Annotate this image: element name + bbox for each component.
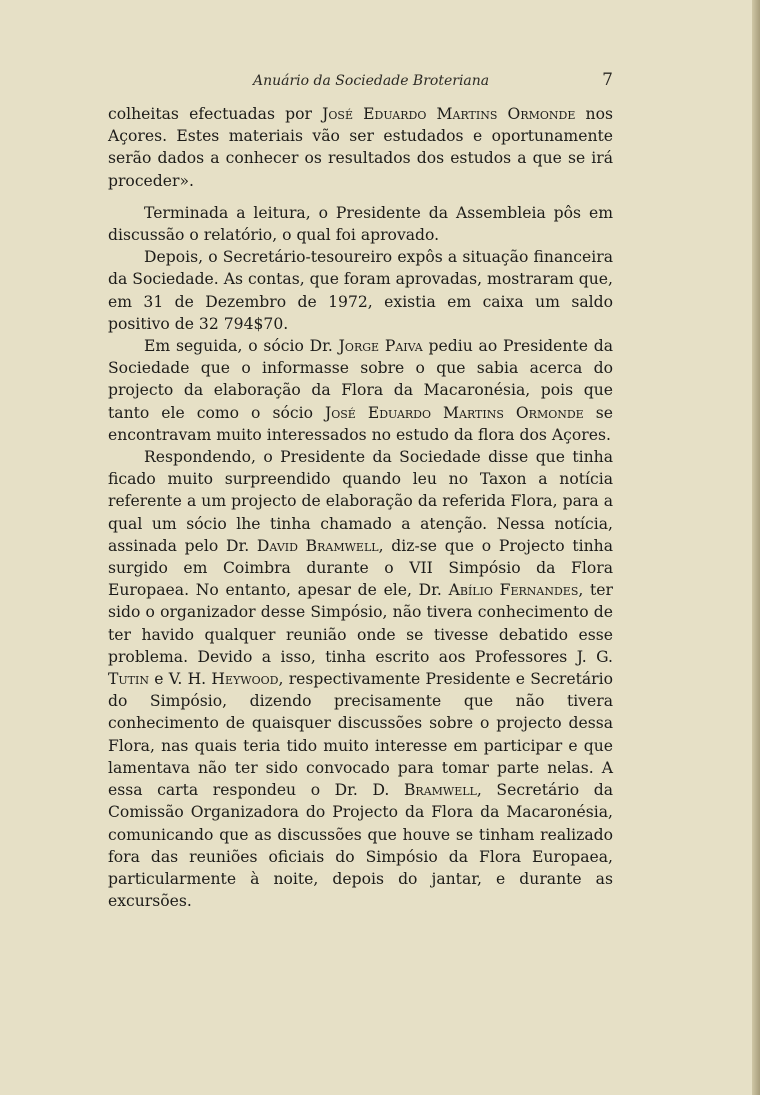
person-name: Heywood [211,670,279,689]
paragraph [108,446,613,912]
text-run: pediu ao Presidente da Sociedade que o informasse sobre o que sabia acerca do projecto da elaboração da Flora da Macaronésia, pois que tanto ele como o sócio [108,337,613,422]
person-name: Abílio Fernandes [448,581,579,600]
body-text [108,103,613,912]
page-edge [752,0,760,1095]
person-name: José Eduardo Martins Ormonde [324,403,584,422]
text-run: , Secretário da Comissão Organizadora do Projecto da Flora da Macaronésia, comunicando que as discussões que houve se tinham realizado fora das reuniões oficiais do Simpósio da Flora Europaea, particularmente à noite, depois do jantar, e durante as excursões. [108,781,613,911]
text-run: Respondendo, o Presidente da Sociedade disse que tinha ficado muito surpreendido quando leu no Taxon a notícia referente a um projecto de elaboração da referida Flora, para a qual um sócio lhe tinha chamado a atenção. Nessa notícia, assinada pelo Dr. [108,448,613,555]
paragraph [108,103,613,192]
text-run: se encontravam muito interessados no estudo da flora dos Açores. [108,403,613,444]
paragraph [108,202,613,246]
text-run: colheitas efectuadas por [108,105,323,123]
text-run: Em seguida, o sócio Dr. [144,337,339,356]
person-name: Jorge Paiva [338,337,423,356]
person-name: Tutin [108,670,149,689]
text-run: e V. H. [148,670,212,689]
running-title: Anuário da Sociedade Broteriana [253,73,490,89]
text-run: , ter sido o organizador desse Simpósio, não tivera conhecimento de ter havido qualquer reunião onde se tivesse debatido esse problema. Devido a isso, tinha escrito aos Professores J. G. [108,581,613,666]
person-name: David Bramwell [256,536,379,555]
text-run: nos Açores. Estes materiais vão ser estudados e oportunamente serão dados a conhecer os resultados dos estudos a que se irá proceder». [108,105,613,190]
paragraph [108,335,613,446]
text-run: , diz-se que o Projecto tinha surgido em Coimbra durante o VII Simpósio da Flora Europaea. No entanto, apesar de ele, Dr. [108,536,613,600]
person-name: Bramwell [403,781,477,800]
text-run: Depois, o Secretário-tesoureiro expôs a situação financeira da Sociedade. As contas, que foram aprovadas, mostraram que, em 31 de Dezembro de 1972, existia em caixa um saldo positivo de 32 794$70. [108,248,613,333]
paragraph [108,246,613,335]
person-name: José Eduardo Martins Ormonde [322,105,576,123]
text-run: , respectivamente Presidente e Secretário do Simpósio, dizendo precisamente que não tivera conhecimento de quaisquer discussões sobre o projecto dessa Flora, nas quais teria tido muito interesse em participar e que lamentava não ter sido convocado para tomar parte nelas. A essa carta respondeu o Dr. D. [108,670,613,800]
page-number: 7 [602,70,613,90]
running-header [108,70,613,94]
text-run: Terminada a leitura, o Presidente da Assembleia pôs em discussão o relatório, o qual foi aprovado. [108,203,613,245]
